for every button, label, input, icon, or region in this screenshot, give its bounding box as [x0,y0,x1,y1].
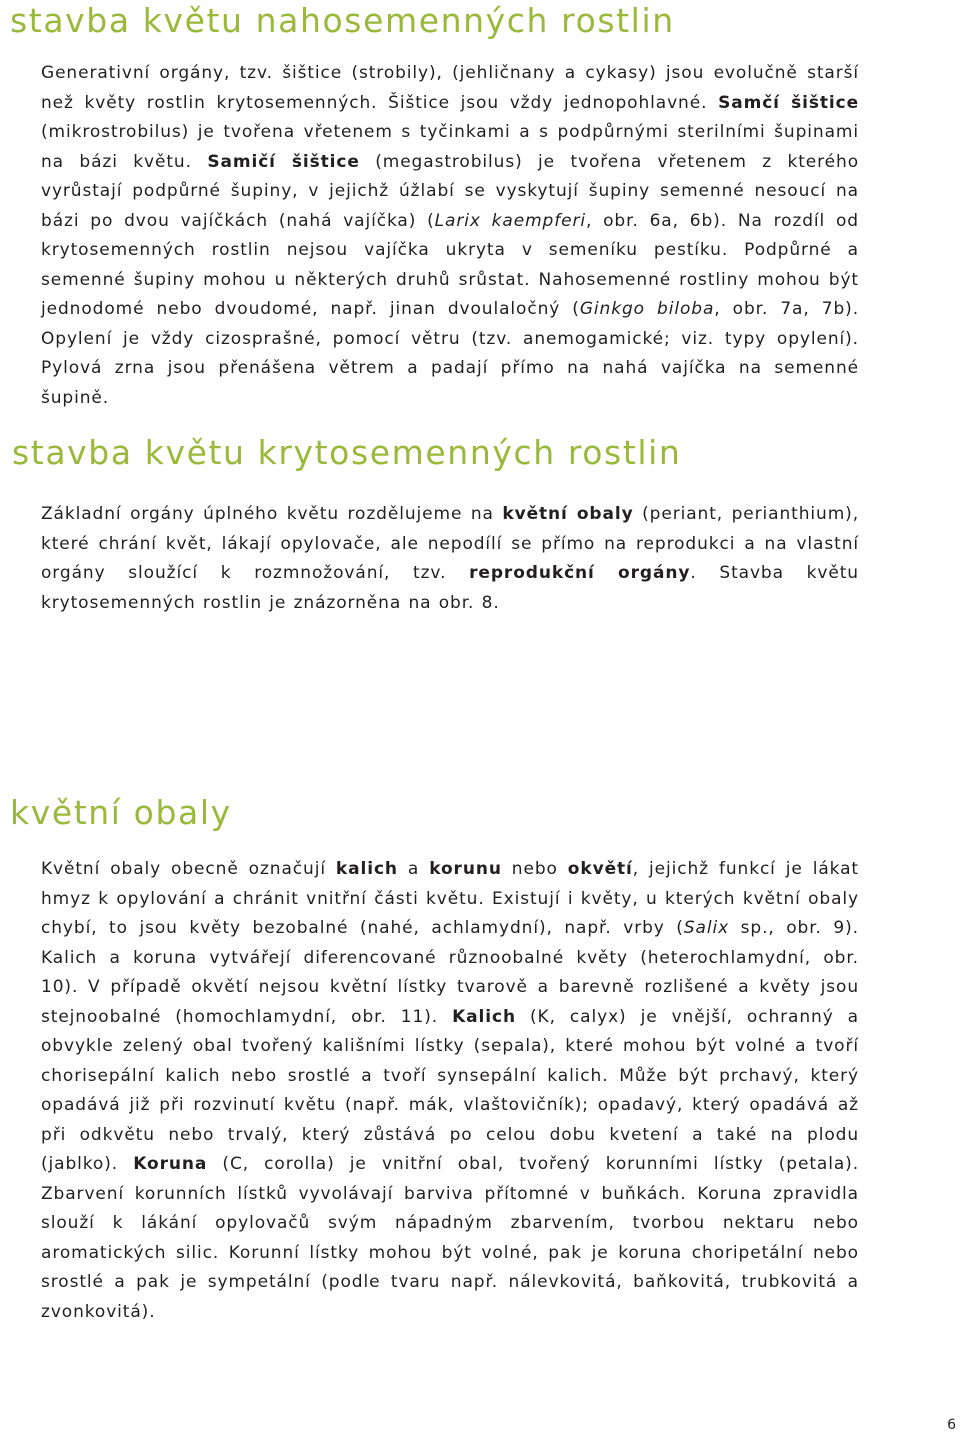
bold-term: Kalich [452,1006,516,1027]
bold-term: Koruna [133,1154,208,1174]
page-number: 6 [947,1417,956,1433]
text-segment: (C, corolla) je vnitřní obal, tvořený korunními lístky (petala). Zbarvení korunních lístků vyvolávají barviva přítomné v buňkách. Koruna zpravidla slouží k lákání opylovačů svým nápadným zbarvením, tvorbou nektaru nebo aromatických silic. Korunní lístky mohou být volné, pak je koruna choripetální nebo srostlé a pak je sympetální (podle tvaru např. nálevkovitá, baňkovitá, trubkovitá a zvonkovitá). [41,1154,859,1322]
section-heading-gymnosperm-flower: stavba květu nahosemenných rostlin [10,1,675,40]
bold-term: kalich [335,859,398,879]
text-segment: (mikrostrobilus) je tvořena vřetenem s tyčinkami a s podpůrnými sterilními šupinami na bázi květu. [41,122,859,172]
bold-term: okvětí [567,859,633,879]
paragraph-angiosperm-flower [31,500,859,618]
section-heading-angiosperm-flower: stavba květu krytosemenných rostlin [12,433,682,472]
text-segment: , jejichž funkcí je lákat hmyz k opylování a chránit vnitřní části květu. Existují i květy, u kterých květní obaly chybí, to jsou květy bezobalné (nahé, achlamydní), např. vrby ( [41,859,859,938]
text-segment: (K, calyx) je vnější, ochranný a obvykle zelený obal tvořený kališními lístky (sepala), které mohou být volné a tvoří chorisepální kalich nebo srostlé a tvoří synsepální kalich. Může být prchavý, který opadává již při rozvinutí květu (např. mák, vlaštovičník); opadavý, který opadává až při odkvětu nebo trvalý, který zůstává po celou dobu kvetení a také na plodu (jablko). [41,1006,860,1174]
bold-term: korunu [429,859,502,879]
bold-term: reprodukční orgány [469,563,691,583]
text-segment: Základní orgány úplného květu rozdělujeme na [41,504,503,524]
text-segment: (megastrobilus) je tvořena vřetenem z kterého vyrůstají podpůrné šupiny, v jejichž úžlabí se vyskytují šupiny semenné nesoucí na bázi po dvou vajíčkách (nahá vajíčka) ( [41,151,860,231]
text-segment: . Stavba květu krytosemenných rostlin je znázorněna na obr. 8. [41,563,859,613]
bold-term: Samičí šištice [207,151,360,172]
text-segment: Generativní orgány, tzv. šištice (strobily), (jehličnany a cykasy) jsou evolučně starší než květy rostlin krytosemenných. Šištice jsou vždy jednopohlavné. [41,63,859,113]
text-segment: , obr. 7a, 7b). Opylení je vždy cizosprašné, pomocí větru (tzv. anemogamické; viz. typy opylení). Pylová zrna jsou přenášena větrem a padají přímo na nahá vajíčka na semenné šupině. [41,299,860,408]
italic-taxon: Ginkgo biloba [579,299,715,319]
italic-taxon: Salix [683,918,730,938]
text-segment: sp., obr. 9). Kalich a koruna vytvářejí diferencované různoobalné květy (heterochlamydní, obr. 10). V případě okvětí nejsou květní lístky tvarově a barevně rozlišené a květy jsou stejnoobalné (homochlamydní, obr. 11). [41,918,859,1027]
bold-term: Samčí šištice [718,92,860,113]
italic-taxon: Larix kaempferi [434,210,586,231]
paragraph-gymnosperm-flower [31,59,859,413]
bold-term: květní obaly [502,504,634,524]
text-segment: Květní obaly obecně označují [41,859,336,879]
text-segment: (periant, perianthium), které chrání květ, lákají opylovače, ale nepodílí se přímo na reprodukci a na vlastní orgány sloužící k rozmnožování, tzv. [41,504,860,583]
text-segment: , obr. 6a, 6b). Na rozdíl od krytosemenných rostlin nejsou vajíčka ukryta v semeníku pestíku. Podpůrné a semenné šupiny mohou u některých druhů srůstat. Nahosemenné rostliny mohou být jednodomé nebo dvoudomé, např. jinan dvoulaločný ( [41,210,859,319]
section-heading-floral-envelopes: květní obaly [10,793,232,832]
paragraph-floral-envelopes [31,855,859,1327]
text-segment: a [397,859,430,879]
text-segment: nebo [501,859,568,879]
